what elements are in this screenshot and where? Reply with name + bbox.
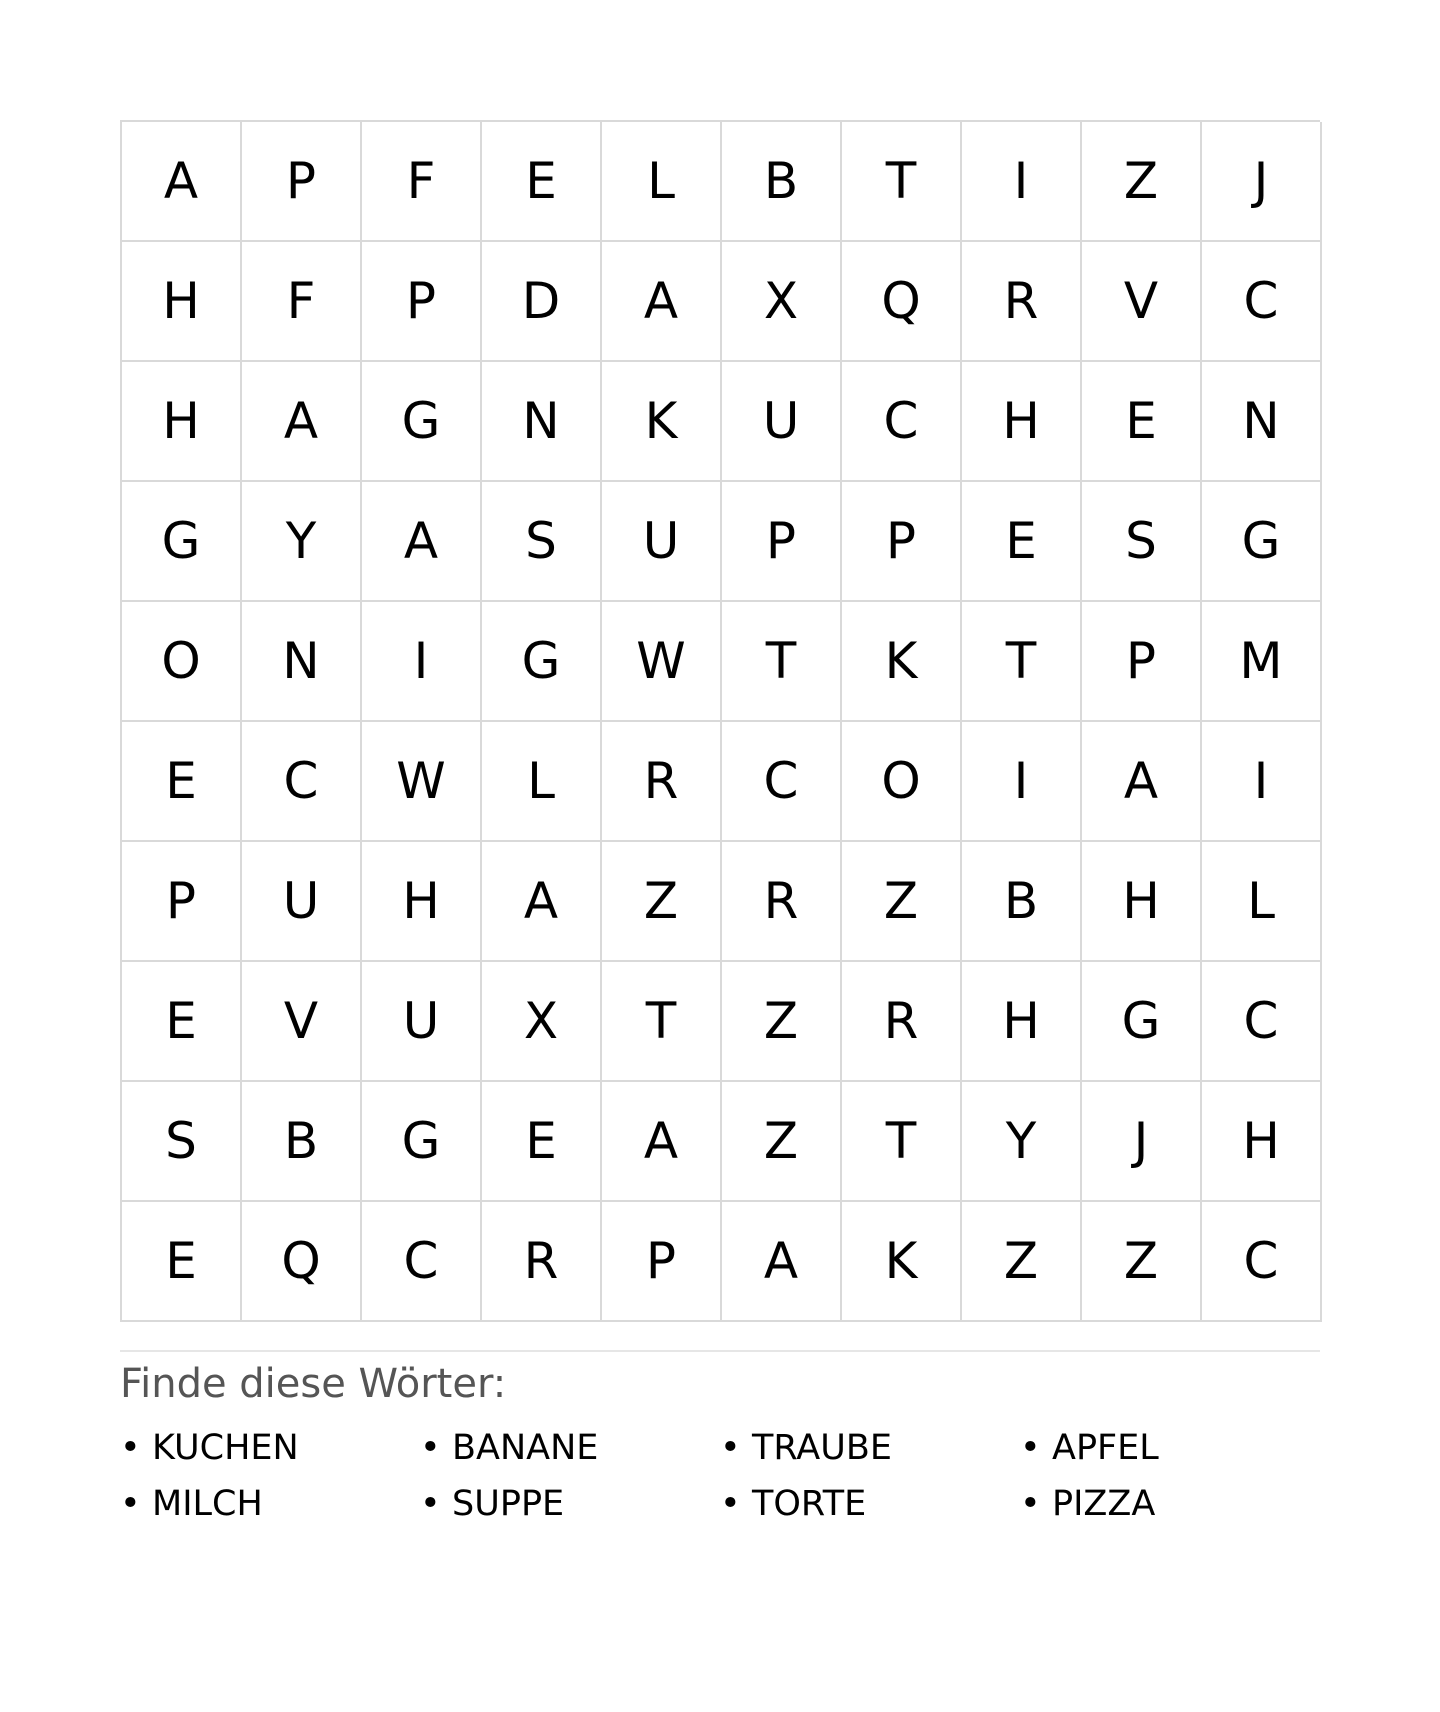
grid-cell[interactable]: L	[1202, 842, 1322, 962]
grid-cell[interactable]: P	[842, 482, 962, 602]
word-list-item	[1020, 1420, 1320, 1476]
grid-cell[interactable]: H	[962, 962, 1082, 1082]
grid-cell[interactable]: E	[482, 1082, 602, 1202]
grid-cell[interactable]: E	[962, 482, 1082, 602]
grid-cell[interactable]: N	[482, 362, 602, 482]
grid-cell[interactable]: I	[362, 602, 482, 722]
grid-cell[interactable]: G	[1082, 962, 1202, 1082]
grid-cell[interactable]: U	[242, 842, 362, 962]
grid-cell[interactable]: E	[122, 722, 242, 842]
grid-cell[interactable]: P	[122, 842, 242, 962]
grid-cell[interactable]: R	[482, 1202, 602, 1322]
grid-cell[interactable]: Z	[1082, 1202, 1202, 1322]
word-list-item	[120, 1476, 420, 1532]
word-label: APFEL	[1052, 1428, 1159, 1468]
grid-cell[interactable]: Y	[962, 1082, 1082, 1202]
grid-cell[interactable]: V	[242, 962, 362, 1082]
grid-cell[interactable]: A	[122, 122, 242, 242]
grid-cell[interactable]: J	[1082, 1082, 1202, 1202]
grid-cell[interactable]: E	[482, 122, 602, 242]
grid-cell[interactable]: D	[482, 242, 602, 362]
grid-cell[interactable]: E	[1082, 362, 1202, 482]
word-label: PIZZA	[1052, 1484, 1156, 1524]
grid-cell[interactable]: Z	[1082, 122, 1202, 242]
grid-cell[interactable]: C	[722, 722, 842, 842]
grid-cell[interactable]: C	[362, 1202, 482, 1322]
grid-cell[interactable]: I	[1202, 722, 1322, 842]
grid-cell[interactable]: B	[962, 842, 1082, 962]
grid-cell[interactable]: G	[482, 602, 602, 722]
grid-cell[interactable]: H	[1082, 842, 1202, 962]
bullet-icon: •	[420, 1428, 441, 1468]
grid-cell[interactable]: T	[602, 962, 722, 1082]
grid-cell[interactable]: G	[122, 482, 242, 602]
bullet-icon: •	[720, 1428, 741, 1468]
grid-cell[interactable]: S	[1082, 482, 1202, 602]
word-list-item	[420, 1420, 720, 1476]
grid-cell[interactable]: V	[1082, 242, 1202, 362]
grid-cell[interactable]: X	[722, 242, 842, 362]
grid-cell[interactable]: W	[362, 722, 482, 842]
grid-cell[interactable]: A	[1082, 722, 1202, 842]
word-label: SUPPE	[452, 1484, 565, 1524]
word-label: BANANE	[452, 1428, 599, 1468]
word-label: TORTE	[752, 1484, 867, 1524]
bullet-icon: •	[720, 1484, 741, 1524]
grid-cell[interactable]: R	[962, 242, 1082, 362]
letter-grid	[120, 120, 1320, 1322]
grid-cell[interactable]: C	[1202, 962, 1322, 1082]
grid-cell[interactable]: T	[842, 1082, 962, 1202]
grid-cell[interactable]: U	[362, 962, 482, 1082]
grid-cell[interactable]: I	[962, 122, 1082, 242]
grid-cell[interactable]: P	[362, 242, 482, 362]
grid-cell[interactable]: E	[122, 962, 242, 1082]
grid-cell[interactable]: H	[122, 362, 242, 482]
bullet-icon: •	[420, 1484, 441, 1524]
grid-cell[interactable]: K	[842, 602, 962, 722]
word-list-title: Finde diese Wörter:	[120, 1361, 507, 1407]
bullet-icon: •	[1020, 1484, 1041, 1524]
grid-cell[interactable]: L	[482, 722, 602, 842]
word-list	[120, 1420, 1320, 1532]
grid-cell[interactable]: A	[242, 362, 362, 482]
grid-cell[interactable]: C	[1202, 1202, 1322, 1322]
word-label: KUCHEN	[152, 1428, 299, 1468]
grid-cell[interactable]: J	[1202, 122, 1322, 242]
grid-cell[interactable]: G	[1202, 482, 1322, 602]
grid-cell[interactable]: T	[962, 602, 1082, 722]
grid-cell[interactable]: G	[362, 362, 482, 482]
grid-cell[interactable]: T	[842, 122, 962, 242]
grid-cell[interactable]: Q	[242, 1202, 362, 1322]
grid-cell[interactable]: U	[722, 362, 842, 482]
grid-cell[interactable]: Z	[962, 1202, 1082, 1322]
grid-cell[interactable]: F	[362, 122, 482, 242]
grid-cell[interactable]: P	[602, 1202, 722, 1322]
grid-cell[interactable]: G	[362, 1082, 482, 1202]
grid-cell[interactable]: R	[722, 842, 842, 962]
grid-cell[interactable]: O	[122, 602, 242, 722]
grid-cell[interactable]: W	[602, 602, 722, 722]
grid-cell[interactable]: A	[602, 242, 722, 362]
grid-cell[interactable]: K	[602, 362, 722, 482]
grid-cell[interactable]: T	[722, 602, 842, 722]
grid-cell[interactable]: S	[122, 1082, 242, 1202]
grid-cell[interactable]: B	[722, 122, 842, 242]
grid-cell[interactable]: P	[242, 122, 362, 242]
grid-cell[interactable]: Z	[722, 962, 842, 1082]
grid-cell[interactable]: A	[722, 1202, 842, 1322]
grid-cell[interactable]: B	[242, 1082, 362, 1202]
bullet-icon: •	[120, 1428, 141, 1468]
grid-cell[interactable]: A	[362, 482, 482, 602]
grid-cell[interactable]: C	[242, 722, 362, 842]
grid-cell[interactable]: L	[602, 122, 722, 242]
word-list-item	[720, 1420, 1020, 1476]
grid-cell[interactable]: C	[1202, 242, 1322, 362]
grid-cell[interactable]: C	[842, 362, 962, 482]
bullet-icon: •	[120, 1484, 141, 1524]
grid-cell[interactable]: N	[242, 602, 362, 722]
grid-cell[interactable]: Y	[242, 482, 362, 602]
word-list-item	[120, 1420, 420, 1476]
grid-cell[interactable]: O	[842, 722, 962, 842]
grid-cell[interactable]: S	[482, 482, 602, 602]
grid-cell[interactable]: R	[602, 722, 722, 842]
grid-cell[interactable]: I	[962, 722, 1082, 842]
grid-cell[interactable]: M	[1202, 602, 1322, 722]
bullet-icon: •	[1020, 1428, 1041, 1468]
word-search-puzzle	[120, 120, 1320, 1532]
grid-cell[interactable]: K	[842, 1202, 962, 1322]
word-list-item	[420, 1476, 720, 1532]
grid-cell[interactable]: Z	[842, 842, 962, 962]
divider	[120, 1350, 1320, 1352]
grid-cell[interactable]: A	[482, 842, 602, 962]
word-label: TRAUBE	[752, 1428, 892, 1468]
grid-cell[interactable]: P	[722, 482, 842, 602]
grid-cell[interactable]: Z	[602, 842, 722, 962]
grid-cell[interactable]: Q	[842, 242, 962, 362]
grid-cell[interactable]: H	[1202, 1082, 1322, 1202]
grid-cell[interactable]: U	[602, 482, 722, 602]
grid-cell[interactable]: R	[842, 962, 962, 1082]
grid-cell[interactable]: Z	[722, 1082, 842, 1202]
grid-cell[interactable]: A	[602, 1082, 722, 1202]
grid-cell[interactable]: P	[1082, 602, 1202, 722]
grid-cell[interactable]: H	[962, 362, 1082, 482]
word-list-item	[1020, 1476, 1320, 1532]
grid-cell[interactable]: X	[482, 962, 602, 1082]
grid-cell[interactable]: F	[242, 242, 362, 362]
grid-cell[interactable]: N	[1202, 362, 1322, 482]
grid-cell[interactable]: H	[362, 842, 482, 962]
grid-cell[interactable]: E	[122, 1202, 242, 1322]
grid-cell[interactable]: H	[122, 242, 242, 362]
word-list-item	[720, 1476, 1020, 1532]
word-label: MILCH	[152, 1484, 263, 1524]
